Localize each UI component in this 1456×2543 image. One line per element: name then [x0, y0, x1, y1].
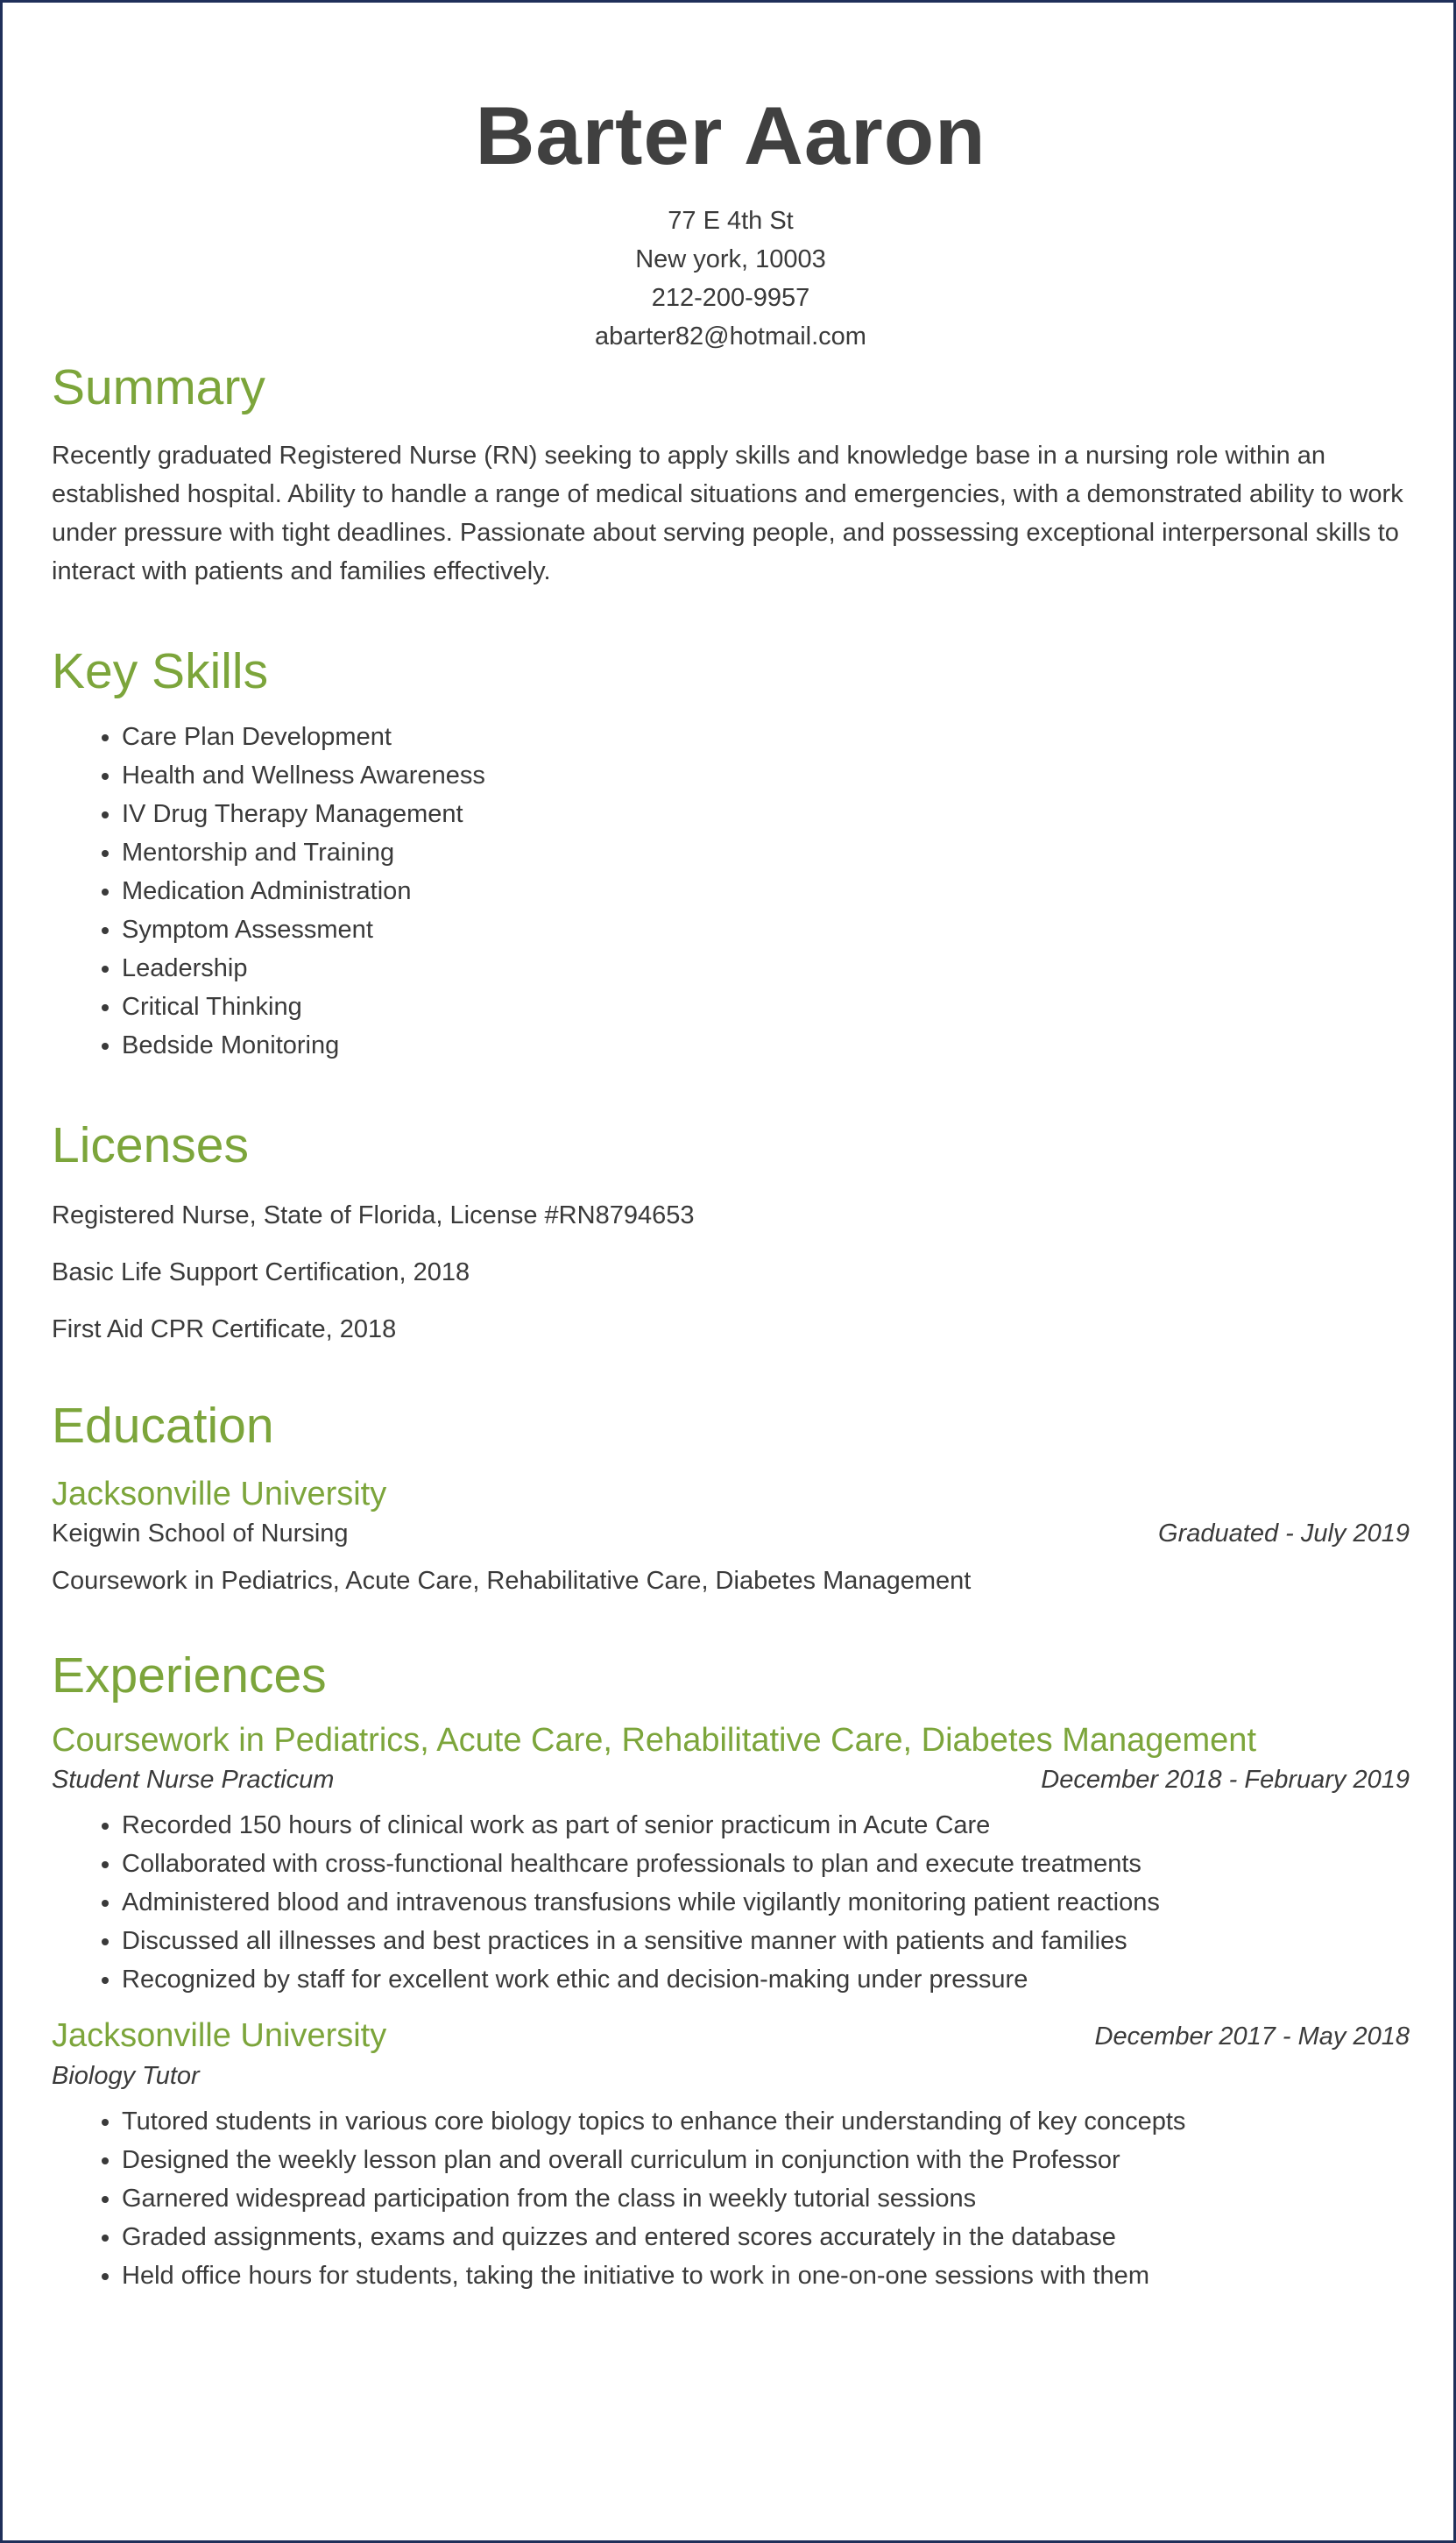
experience-bullet: • Designed the weekly lesson plan and overall curriculum in conjunction with the Professor: [122, 2141, 1410, 2179]
experience-entry-2: [52, 2016, 1410, 2295]
candidate-name: Barter Aaron: [475, 89, 986, 181]
education-department: Keigwin School of Nursing: [52, 1519, 349, 1548]
license-item: First Aid CPR Certificate, 2018: [52, 1315, 397, 1344]
experience-dates: December 2018 - February 2019: [1041, 1766, 1410, 1795]
contact-block: [52, 202, 1410, 356]
education-coursework: Coursework in Pediatrics, Acute Care, Rehabilitative Care, Diabetes Management: [52, 1567, 972, 1596]
summary-text: Recently graduated Registered Nurse (RN) seeking to apply skills and knowledge base in a nursing role within an established hospital. Ability to handle a range of medical situations and emergencies, with a demonstrated ability to work under pressure with tight deadlines. Passionate about serving people, and possessing exceptional interpersonal skills to interact with patients and families effectively.: [52, 441, 1403, 585]
experience-heading-row: [52, 2016, 1410, 2057]
experience-dates: December 2017 - May 2018: [1094, 2022, 1410, 2051]
experience-bullet: • Tutored students in various core biology topics to enhance their understanding of key concepts: [122, 2102, 1410, 2141]
address-line-1: 77 E 4th St: [668, 207, 794, 236]
experience-bullet: • Garnered widespread participation from the class in weekly tutorial sessions: [122, 2179, 1410, 2218]
skills-list: [52, 718, 1410, 1065]
experiences-title: Experiences: [52, 1647, 327, 1704]
experience-bullet: • Collaborated with cross-functional healthcare professionals to plan and execute treatments: [122, 1845, 1410, 1883]
resume-content: [52, 3, 1410, 2295]
skill-item: • Critical Thinking: [122, 988, 1410, 1026]
experience-bullet: • Discussed all illnesses and best practices in a sensitive manner with patients and families: [122, 1922, 1410, 1960]
experience-role: Student Nurse Practicum: [52, 1766, 335, 1795]
skills-title: Key Skills: [52, 642, 269, 699]
skill-item: • Bedside Monitoring: [122, 1026, 1410, 1065]
licenses-title: Licenses: [52, 1117, 249, 1174]
experience-bullet: • Recognized by staff for excellent work ethic and decision-making under pressure: [122, 1960, 1410, 1999]
phone-number: 212-200-9957: [651, 284, 810, 313]
address-line-2: New york, 10003: [635, 245, 826, 274]
skill-item: • Symptom Assessment: [122, 910, 1410, 949]
experience-bullets: [52, 2102, 1410, 2295]
license-item: Registered Nurse, State of Florida, License #RN8794653: [52, 1201, 695, 1230]
skill-item: • Health and Wellness Awareness: [122, 756, 1410, 795]
experience-bullets: [52, 1806, 1410, 1999]
experience-role-row: [52, 1760, 1410, 1799]
education-school: Jacksonville University: [52, 1475, 387, 1512]
experience-role: Biology Tutor: [52, 2061, 200, 2090]
skill-item: • Mentorship and Training: [122, 833, 1410, 872]
skill-item: • Leadership: [122, 949, 1410, 988]
education-row: [52, 1514, 1410, 1553]
summary-title: Summary: [52, 359, 265, 416]
skill-item: • Care Plan Development: [122, 718, 1410, 756]
experience-heading: Coursework in Pediatrics, Acute Care, Rehabilitative Care, Diabetes Management: [52, 1721, 1256, 1759]
education-title: Education: [52, 1398, 274, 1455]
experience-bullet: • Recorded 150 hours of clinical work as part of senior practicum in Acute Care: [122, 1806, 1410, 1845]
experience-bullet: • Administered blood and intravenous transfusions while vigilantly monitoring patient reactions: [122, 1883, 1410, 1922]
experience-role-row: [52, 2057, 1410, 2095]
experience-bullet: • Held office hours for students, taking the initiative to work in one-on-one sessions with them: [122, 2256, 1410, 2295]
experience-entry-1: [52, 1721, 1410, 2000]
license-item: Basic Life Support Certification, 2018: [52, 1258, 470, 1287]
skill-item: • IV Drug Therapy Management: [122, 795, 1410, 833]
licenses-list: [52, 1196, 1410, 1349]
experience-heading: Jacksonville University: [52, 2017, 387, 2055]
experience-bullet: • Graded assignments, exams and quizzes and entered scores accurately in the database: [122, 2218, 1410, 2256]
skill-item: • Medication Administration: [122, 872, 1410, 910]
education-graduated: Graduated - July 2019: [1158, 1519, 1410, 1548]
email-address: abarter82@hotmail.com: [595, 322, 866, 351]
